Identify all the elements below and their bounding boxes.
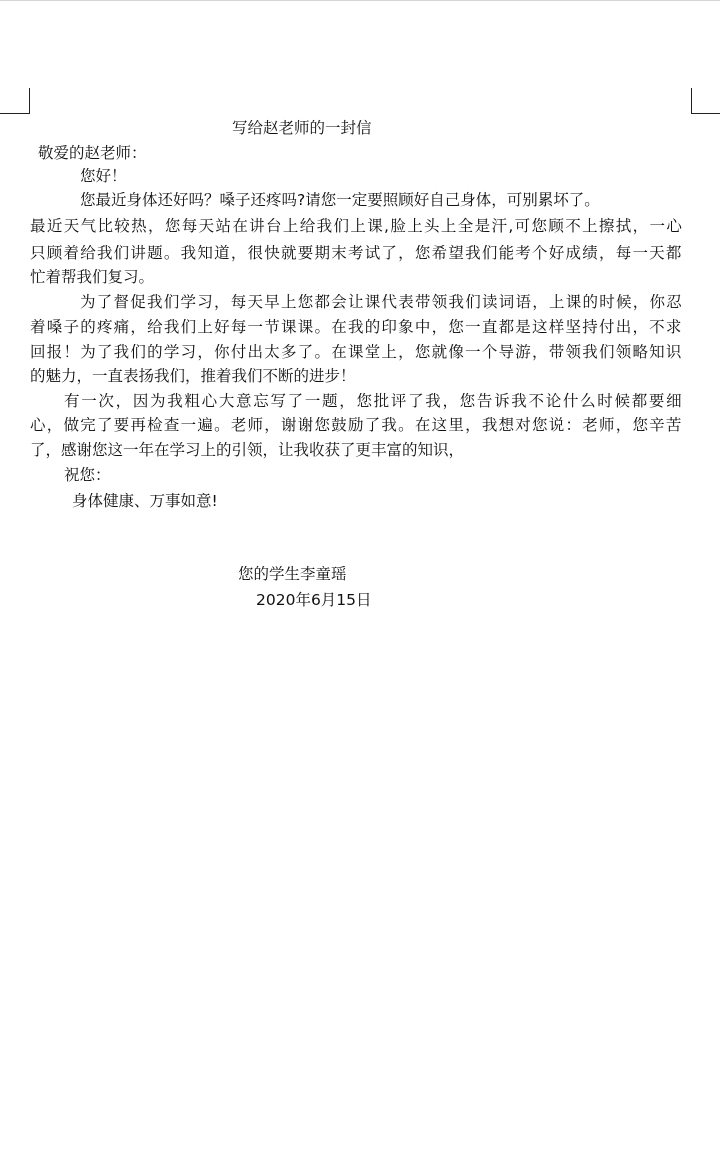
page-top-border: [0, 0, 720, 1]
paragraph-1-line-2: 最 近 天 气 比 较 热 ， 您 每 天 站 在 讲 台 上 给 我 们 上 课 , 脸 上 头 上 全 是 汗 , 可 您 顾 不 上 擦 拭 ， 一 心: [30, 217, 682, 235]
letter-salutation: 敬爱的赵老师：: [38, 144, 147, 162]
letter-date: 2020年6月15日: [256, 591, 372, 609]
paragraph-2-line-1: 为 了 督 促 我 们 学 习 ， 每 天 早 上 您 都 会 让 课 代 表 带 领 我 们 读 词 语 ， 上 课 的 时 候 ， 你 忍: [80, 293, 682, 311]
margin-corner-mark-right: [691, 88, 720, 114]
paragraph-2-line-4: 的魅力，一直表扬我们，推着我们不断的进步！: [30, 367, 356, 385]
paragraph-2-line-2: 着 嗓 子 的 疼 痛 ， 给 我 们 上 好 每 一 节 课 课 。 在 我 的 印 象 中 ， 您 一 直 都 是 这 样 坚 持 付 出 ， 不 求: [30, 318, 682, 336]
paragraph-3-line-1: 有 一 次 ， 因 为 我 粗 心 大 意 忘 写 了 一 题 ， 您 批 评 了 我 ， 您 告 诉 我 不 论 什 么 时 候 都 要 细: [64, 392, 682, 410]
paragraph-1-line-3: 只 顾 着 给 我 们 讲 题 。 我 知 道 ， 很 快 就 要 期 末 考 试 了 ， 您 希 望 我 们 能 考 个 好 成 绩 ， 每 一 天 都: [30, 244, 682, 262]
letter-wish: 身体健康、万事如意!: [72, 492, 218, 510]
letter-greeting: 您好！: [80, 167, 127, 185]
letter-title: 写给赵老师的一封信: [232, 119, 372, 137]
paragraph-3-line-2: 心 ， 做 完 了 要 再 检 查 一 遍 。 老 师 ， 谢 谢 您 鼓 励 了 我 。 在 这 里 ， 我 想 对 您 说 ： 老 师 ， 您 辛 苦: [30, 416, 682, 434]
margin-corner-mark-left: [0, 88, 30, 114]
letter-signature: 您的学生李童瑶: [238, 565, 347, 583]
letter-closing: 祝您：: [64, 466, 111, 484]
paragraph-2-line-3: 回 报 ！ 为 了 我 们 的 学 习 ， 你 付 出 太 多 了 。 在 课 堂 上 ， 您 就 像 一 个 导 游 ， 带 领 我 们 领 略 知 识: [30, 343, 682, 361]
paragraph-3-line-3: 了，感谢您这一年在学习上的引领，让我收获了更丰富的知识，: [30, 441, 465, 459]
paragraph-1-line-4: 忙着帮我们复习。: [30, 268, 155, 286]
paragraph-1-line-1: 您最近身体还好吗？嗓子还疼吗?请您一定要照顾好自己身体，可别累坏了。: [80, 191, 600, 209]
